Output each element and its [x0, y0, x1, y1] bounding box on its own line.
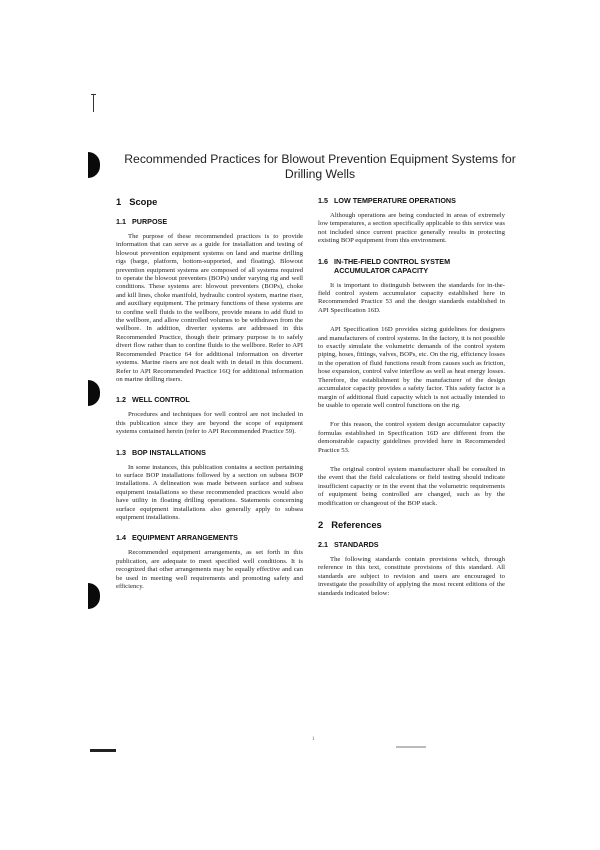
paragraph-low-temperature: Although operations are being conducted in areas of extremely low temperatures, a section specifically applicable to this service was not included since current practice generally results in protecting existing BOP equipment from this environment. — [318, 212, 505, 245]
binder-hole-1 — [88, 152, 100, 178]
subsection-heading-well-control: 1.2 WELL CONTROL — [116, 395, 190, 405]
section-heading-scope: 1 Scope — [116, 196, 158, 207]
paragraph-accumulator-2: API Specification 16D provides sizing guidelines for designers and manufacturers of control systems. In the factory, it is not possible to exactly simulate the volumetric demands of the control system piping, hoses, fittings, valves, BOPs, etc. On the rig, efficiency losses in the operation of fluid functions result from causes such as friction, hose expansion, control valve interflow as well as heat energy losses. Therefore, the establishment by the manufacturer of the design accumulator capacity provides a safety factor. This safety factor is a margin of additional fluid capacity which is not actually intended to be usable to operate well control functions on the rig. — [318, 326, 505, 409]
paragraph-accumulator-3: For this reason, the control system design accumulator capacity formulas established in Specification 16D are different from the demonstrable capacity guidelines provided here in Recommended Practice 53. — [318, 421, 505, 454]
paragraph-bop-installations: In some instances, this publication contains a section pertaining to surface BOP installations followed by a section on subsea BOP installations. A delineation was made between surface and subsea equipment installations so these recommended practices would also have utility in floating drilling operations. Statements concerning surface equipment installations also generally apply to subsea equipment installations. — [116, 463, 303, 521]
title-line-2: Drilling Wells — [284, 167, 356, 181]
paragraph-standards: The following standards contain provisions which, through reference in this text, constitute provisions of this standard. All standards are subject to revision and users are encouraged to investigate the possibility of applying the most recent editions of the standards indicated below: — [318, 555, 505, 597]
scan-mark-bottom — [90, 749, 116, 752]
paragraph-accumulator-1: It is important to distinguish between the standards for in-the-field control system accumulator capacity established here in Recommended Practice 53 and the design standards established in API Specification 16D. — [318, 281, 505, 314]
subsection-heading-low-temperature: 1.5 LOW TEMPERATURE OPERATIONS — [318, 196, 456, 205]
paragraph-well-control: Procedures and techniques for well control are not included in this publication since they are beyond the scope of equipment systems contained herein (refer to API Recommended Practice 59). — [116, 411, 303, 436]
binder-hole-3 — [88, 583, 100, 609]
title-line-1: Recommended Practices for Blowout Prevention Equipment Systems for — [124, 152, 516, 166]
right-column — [318, 196, 505, 609]
section-heading-references: 2 References — [318, 518, 382, 530]
subsection-heading-equipment-arrangements: 1.4 EQUIPMENT ARRANGEMENTS — [116, 533, 238, 543]
binder-hole-2 — [88, 380, 100, 406]
document-title — [120, 152, 520, 182]
subsection-heading-standards: 2.1 STANDARDS — [318, 539, 379, 549]
scan-mark — [93, 94, 94, 112]
paragraph-purpose: The purpose of these recommended practices is to provide information that can serve as a guide for installation and testing of blowout prevention equipment systems on land and marine drilling rigs (barge, platform, bottom-supported, and floating). Blowout prevention equipment systems are composed of all systems required to operate the blowout preventers (BOPs) under varying rig and well conditions. These systems are: blowout preventers (BOPs), choke and kill lines, choke manifold, hydraulic control system, marine riser, and auxiliary equipment. The primary functions of these systems are to confine well fluids to the wellbore, provide means to add fluid to the wellbore, and allow controlled volumes to be withdrawn from the wellbore. In addition, diverter systems are addressed in this Recommended Practice, though their primary purpose is to safely divert flow rather than to confine fluids to the wellbore. Refer to API Recommended Practice 64 for additional information on diverter systems. Marine risers are not dealt with in detail in this document. Refer to API Recommended Practice 16Q for additional information on marine drilling risers. — [116, 233, 303, 383]
paragraph-accumulator-4: The original control system manufacturer shall be consulted in the event that the field calculations or field testing should indicate insufficient capacity or in the event that the volumetric requirements of equipment being controlled are changed, such as by the modification or changeout of the BOP stack. — [318, 465, 505, 507]
paragraph-equipment-arrangements: Recommended equipment arrangements, as set forth in this publication, are adequate to meet specified well conditions. It is recognized that other arrangements may be equally effective and can be used in meeting well requirements and promoting safety and efficiency. — [116, 549, 303, 590]
subsection-heading-bop-installations: 1.3 BOP INSTALLATIONS — [116, 447, 206, 457]
page-number: 1 — [312, 737, 315, 742]
scan-smudge — [396, 746, 426, 748]
left-column — [116, 196, 303, 602]
subsection-heading-purpose: 1.1 PURPOSE — [116, 217, 168, 226]
scan-mark-top — [91, 94, 96, 95]
subsection-heading-accumulator-capacity: 1.6 IN-THE-FIELD CONTROL SYSTEM ACCUMULATOR CAPACITY — [318, 256, 451, 275]
